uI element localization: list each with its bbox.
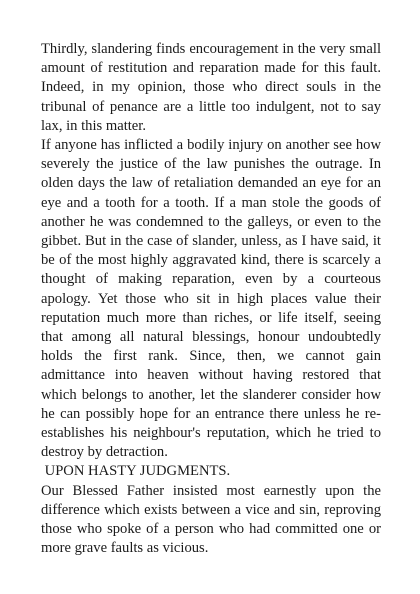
paragraph-vice-and-sin: Our Blessed Father insisted most earnestly upon the difference which exists between a vice and sin, reproving those who spoke of a person who had committed one or more grave faults as vicious. [41,482,381,557]
paragraph-restitution: Thirdly, slandering finds encouragement in the very small amount of restitution and reparation made for this fault. Indeed, in my opinion, those who direct souls in the tribunal of penance are a little too indulgent, not to say lax, in this matter. [41,41,381,134]
paragraph-bodily-injury: If anyone has inflicted a bodily injury on another see how severely the justice of the law punishes the outrage. In olden days the law of retaliation demanded an eye for an eye and a tooth for a tooth. If a man stole the goods of another he was condemned to the galleys, or even to the gibbet. But in the case of slander, unless, as I have said, it be of the most highly aggravated kind, there is scarcely a thought of making reparation, even by a courteous apology. Yet those who sit in high places value their reputation much more than riches, or life itself, seeing that among all natural blessings, honour undoubtedly holds the first rank. Since, then, we cannot gain admittance into heaven without having restored that which belongs to another, let the slanderer consider how he can possibly hope for an entrance there unless he re-establishes his neighbour's reputation, which he tried to destroy by detraction. [41,137,381,461]
document-page [41,40,381,558]
section-heading: UPON HASTY JUDGMENTS. [41,463,231,480]
